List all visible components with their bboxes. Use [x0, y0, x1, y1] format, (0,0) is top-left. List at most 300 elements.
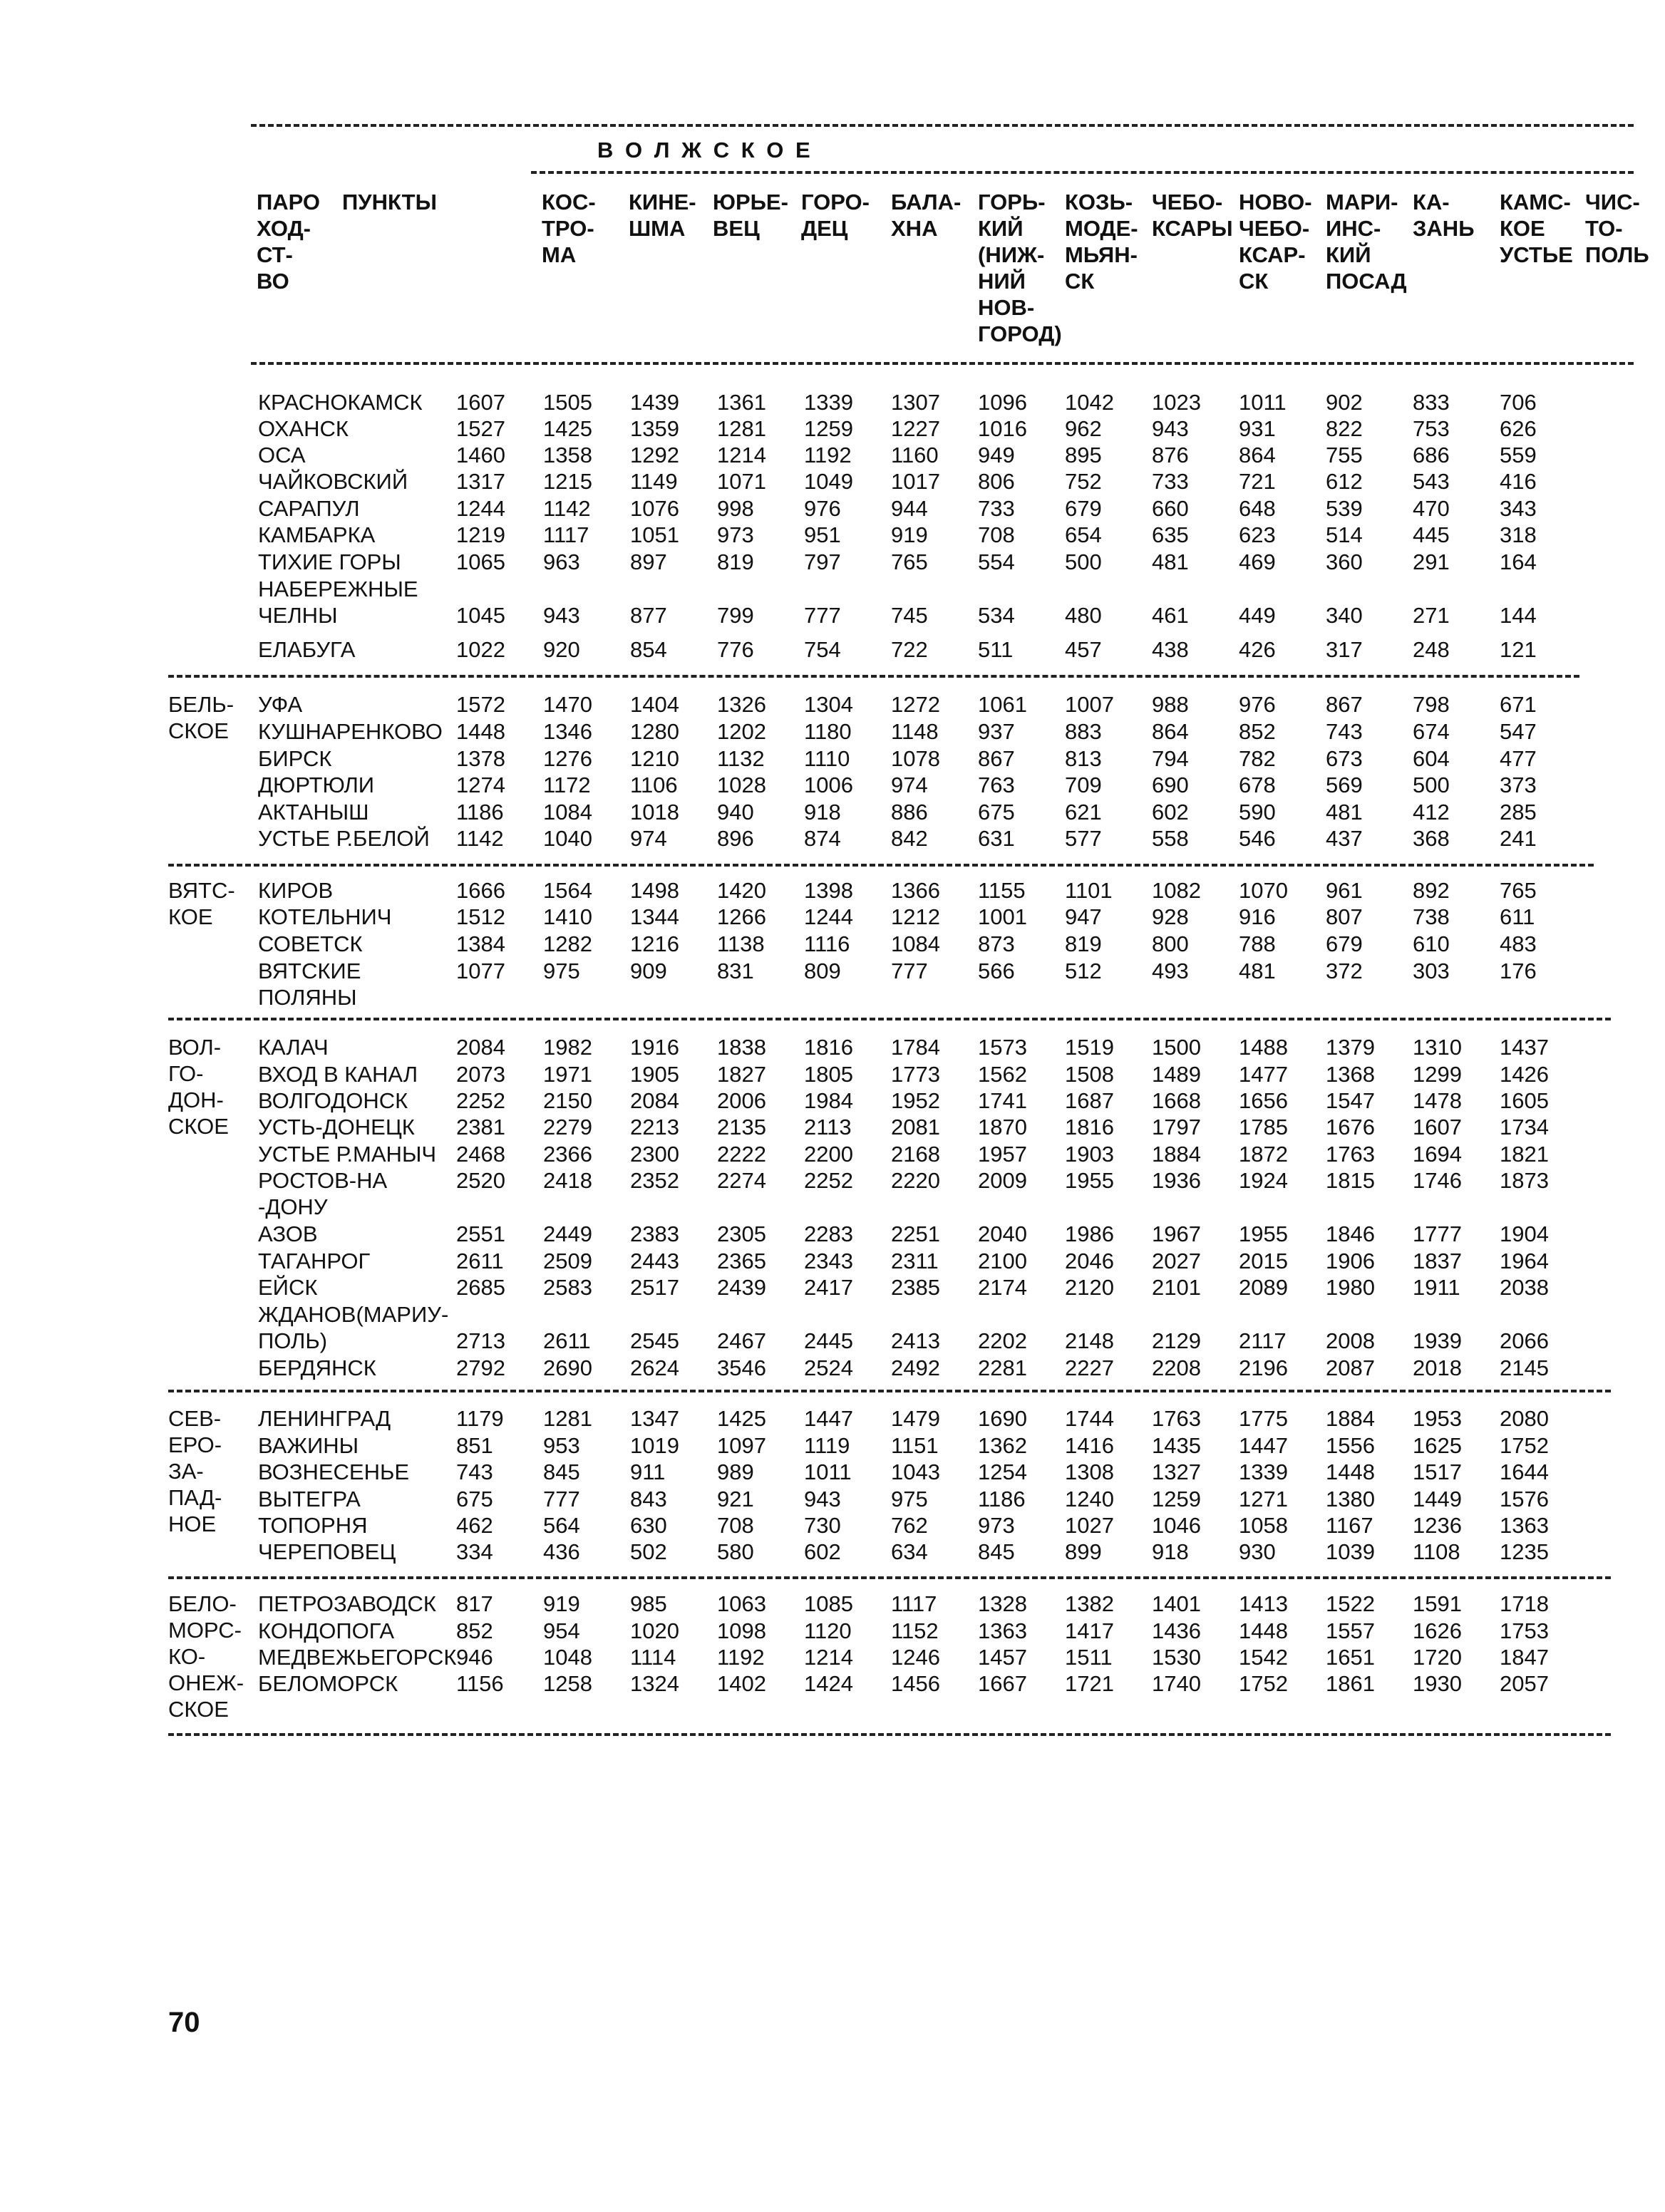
distance-cell: 1460 — [456, 443, 505, 467]
distance-cell: 176 — [1500, 958, 1537, 983]
distance-cell: 1160 — [891, 443, 939, 467]
column-header: ЧЕБО- КСАРЫ — [1152, 190, 1233, 241]
point-name: ПОЛЬ) — [258, 1328, 328, 1353]
distance-cell: 412 — [1413, 800, 1450, 825]
distance-cell: 1016 — [978, 416, 1027, 441]
distance-cell: 797 — [804, 549, 841, 574]
distance-cell: 1488 — [1239, 1035, 1288, 1060]
parokhodstvo-label: БЕЛЬ- СКОЕ — [168, 692, 234, 743]
distance-cell: 1077 — [456, 958, 505, 983]
distance-cell: 1108 — [1413, 1539, 1460, 1564]
distance-cell: 2202 — [978, 1328, 1027, 1353]
distance-cell: 626 — [1500, 416, 1537, 441]
column-header: КОС- ТРО- МА — [542, 190, 596, 267]
distance-cell: 1007 — [1065, 692, 1114, 717]
distance-cell: 604 — [1413, 746, 1450, 771]
distance-cell: 1246 — [891, 1645, 940, 1670]
distance-cell: 1530 — [1152, 1645, 1201, 1670]
distance-cell: 2311 — [891, 1249, 939, 1273]
distance-cell: 2080 — [1500, 1406, 1549, 1431]
distance-cell: 1785 — [1239, 1115, 1288, 1139]
distance-cell: 1437 — [1500, 1035, 1549, 1060]
distance-cell: 763 — [978, 772, 1015, 797]
distance-cell: 1149 — [630, 469, 678, 494]
distance-cell: 1426 — [1500, 1062, 1549, 1087]
distance-cell: 1873 — [1500, 1168, 1549, 1193]
distance-cell: 1117 — [891, 1591, 937, 1616]
distance-cell: 1562 — [978, 1062, 1027, 1087]
distance-cell: 851 — [456, 1433, 493, 1458]
distance-cell: 648 — [1239, 496, 1276, 521]
distance-cell: 2468 — [456, 1142, 505, 1167]
distance-cell: 951 — [804, 522, 841, 547]
distance-cell: 660 — [1152, 496, 1189, 521]
distance-cell: 1384 — [456, 931, 505, 956]
distance-cell: 1378 — [456, 746, 505, 771]
distance-cell: 1953 — [1413, 1406, 1462, 1431]
distance-cell: 2018 — [1413, 1355, 1462, 1380]
distance-cell: 2008 — [1326, 1328, 1375, 1353]
column-header: ГОРО- ДЕЦ — [801, 190, 870, 241]
distance-cell: 1517 — [1413, 1459, 1462, 1484]
distance-cell: 1906 — [1326, 1249, 1375, 1273]
distance-cell: 1380 — [1326, 1487, 1375, 1511]
distance-cell: 733 — [1152, 469, 1189, 494]
distance-cell: 674 — [1413, 719, 1450, 744]
distance-cell: 547 — [1500, 719, 1537, 744]
distance-cell: 1266 — [717, 904, 766, 929]
distance-cell: 512 — [1065, 958, 1102, 983]
distance-cell: 963 — [543, 549, 580, 574]
distance-cell: 954 — [543, 1618, 580, 1643]
distance-cell: 1227 — [891, 416, 940, 441]
distance-cell: 271 — [1413, 603, 1450, 628]
distance-cell: 416 — [1500, 469, 1537, 494]
distance-cell: 1721 — [1065, 1671, 1114, 1696]
distance-cell: 368 — [1413, 826, 1450, 851]
distance-cell: 1281 — [717, 416, 766, 441]
distance-cell: 902 — [1326, 390, 1363, 415]
distance-cell: 852 — [456, 1618, 493, 1643]
distance-cell: 794 — [1152, 746, 1189, 771]
distance-cell: 1435 — [1152, 1433, 1201, 1458]
distance-cell: 985 — [630, 1591, 667, 1616]
distance-cell: 947 — [1065, 904, 1102, 929]
distance-cell: 1527 — [456, 416, 505, 441]
distance-cell: 1805 — [804, 1062, 853, 1087]
distance-cell: 1447 — [1239, 1433, 1288, 1458]
point-name: ТОПОРНЯ — [258, 1513, 368, 1538]
distance-cell: 1564 — [543, 878, 592, 903]
distance-cell: 2279 — [543, 1115, 592, 1139]
distance-cell: 623 — [1239, 522, 1276, 547]
distance-cell: 2145 — [1500, 1355, 1549, 1380]
distance-cell: 144 — [1500, 603, 1537, 628]
distance-cell: 2624 — [630, 1355, 679, 1380]
distance-cell: 1020 — [630, 1618, 679, 1643]
distance-cell: 867 — [978, 746, 1015, 771]
section-title: В О Л Ж С К О Е — [597, 138, 813, 162]
distance-cell: 502 — [630, 1539, 667, 1564]
distance-cell: 974 — [891, 772, 928, 797]
distance-cell: 709 — [1065, 772, 1102, 797]
distance-cell: 1797 — [1152, 1115, 1201, 1139]
distance-cell: 1955 — [1239, 1221, 1288, 1246]
point-name: НАБЕРЕЖНЫЕ — [258, 577, 418, 601]
distance-cell: 438 — [1152, 637, 1189, 662]
distance-cell: 1816 — [804, 1035, 853, 1060]
distance-cell: 1505 — [543, 390, 592, 415]
distance-cell: 1448 — [1239, 1618, 1288, 1643]
distance-cell: 920 — [543, 637, 580, 662]
distance-cell: 1741 — [978, 1088, 1027, 1113]
distance-cell: 1478 — [1413, 1088, 1462, 1113]
distance-cell: 1417 — [1065, 1618, 1114, 1643]
distance-cell: 944 — [891, 496, 928, 521]
distance-cell: 1666 — [456, 878, 505, 903]
distance-cell: 675 — [456, 1487, 493, 1511]
distance-cell: 1547 — [1326, 1088, 1375, 1113]
group-separator-rule — [168, 864, 1594, 867]
distance-cell: 2220 — [891, 1168, 940, 1193]
distance-cell: 2520 — [456, 1168, 505, 1193]
distance-cell: 1308 — [1065, 1459, 1114, 1484]
distance-cell: 807 — [1326, 904, 1363, 929]
distance-cell: 1740 — [1152, 1671, 1201, 1696]
distance-cell: 1884 — [1152, 1142, 1201, 1167]
distance-cell: 1096 — [978, 390, 1027, 415]
distance-cell: 2057 — [1500, 1671, 1549, 1696]
distance-cell: 481 — [1239, 958, 1276, 983]
distance-cell: 1215 — [543, 469, 592, 494]
distance-cell: 1028 — [717, 772, 766, 797]
distance-cell: 2117 — [1239, 1328, 1287, 1353]
distance-cell: 918 — [804, 800, 841, 825]
distance-cell: 2006 — [717, 1088, 766, 1113]
distance-cell: 654 — [1065, 522, 1102, 547]
distance-cell: 1479 — [891, 1406, 940, 1431]
distance-cell: 248 — [1413, 637, 1450, 662]
distance-cell: 845 — [978, 1539, 1015, 1564]
distance-cell: 317 — [1326, 637, 1363, 662]
distance-cell: 782 — [1239, 746, 1276, 771]
point-name: ВОЛГОДОНСК — [258, 1088, 408, 1113]
distance-cell: 845 — [543, 1459, 580, 1484]
distance-cell: 2551 — [456, 1221, 505, 1246]
distance-cell: 976 — [804, 496, 841, 521]
distance-cell: 2713 — [456, 1328, 505, 1353]
distance-cell: 1404 — [630, 692, 679, 717]
distance-cell: 1084 — [543, 800, 592, 825]
point-name: СОВЕТСК — [258, 931, 363, 956]
distance-cell: 2385 — [891, 1275, 940, 1300]
distance-cell: 1763 — [1152, 1406, 1201, 1431]
distance-cell: 1425 — [717, 1406, 766, 1431]
distance-cell: 1366 — [891, 878, 940, 903]
distance-cell: 1413 — [1239, 1591, 1288, 1616]
point-name: ЕЛАБУГА — [258, 637, 356, 662]
distance-cell: 2685 — [456, 1275, 505, 1300]
distance-cell: 2449 — [543, 1221, 592, 1246]
distance-cell: 1477 — [1239, 1062, 1288, 1087]
point-name: КРАСНОКАМСК — [258, 390, 423, 415]
distance-cell: 569 — [1326, 772, 1363, 797]
distance-cell: 481 — [1152, 549, 1189, 574]
distance-cell: 1777 — [1413, 1221, 1462, 1246]
distance-cell: 1734 — [1500, 1115, 1549, 1139]
distance-cell: 2009 — [978, 1168, 1027, 1193]
distance-cell: 449 — [1239, 603, 1276, 628]
distance-cell: 493 — [1152, 958, 1189, 983]
distance-cell: 2148 — [1065, 1328, 1114, 1353]
column-header: КИНЕ- ШМА — [629, 190, 696, 241]
distance-cell: 340 — [1326, 603, 1363, 628]
distance-cell: 1694 — [1413, 1142, 1462, 1167]
distance-cell: 800 — [1152, 931, 1189, 956]
distance-cell: 1982 — [543, 1035, 592, 1060]
distance-cell: 976 — [1239, 692, 1276, 717]
distance-cell: 777 — [804, 603, 841, 628]
distance-cell: 1119 — [804, 1433, 850, 1458]
point-name: КАЛАЧ — [258, 1035, 329, 1060]
distance-cell: 706 — [1500, 390, 1537, 415]
distance-cell: 1214 — [804, 1645, 853, 1670]
distance-cell: 1346 — [543, 719, 592, 744]
distance-cell: 2690 — [543, 1355, 592, 1380]
distance-cell: 580 — [717, 1539, 754, 1564]
distance-cell: 842 — [891, 826, 928, 851]
distance-cell: 931 — [1239, 416, 1276, 441]
distance-cell: 1098 — [717, 1618, 766, 1643]
distance-cell: 752 — [1065, 469, 1102, 494]
distance-cell: 1425 — [543, 416, 592, 441]
distance-cell: 1556 — [1326, 1433, 1375, 1458]
point-name: ЧАЙКОВСКИЙ — [258, 469, 408, 494]
distance-cell: 708 — [978, 522, 1015, 547]
distance-cell: 1001 — [978, 904, 1027, 929]
point-name: КУШНАРЕНКОВО — [258, 719, 443, 744]
column-header: КОЗЬ- МОДЕ- МЬЯН- СК — [1065, 190, 1138, 294]
distance-cell: 2281 — [978, 1355, 1027, 1380]
distance-cell: 2089 — [1239, 1275, 1288, 1300]
distance-cell: 1511 — [1065, 1645, 1113, 1670]
distance-cell: 1324 — [630, 1671, 679, 1696]
distance-cell: 777 — [891, 958, 928, 983]
distance-cell: 1424 — [804, 1671, 853, 1696]
distance-cell: 470 — [1413, 496, 1450, 521]
point-name: ПОЛЯНЫ — [258, 985, 357, 1010]
distance-cell: 2196 — [1239, 1355, 1288, 1380]
distance-cell: 373 — [1500, 772, 1537, 797]
distance-cell: 1449 — [1413, 1487, 1462, 1511]
distance-cell: 1846 — [1326, 1221, 1375, 1246]
distance-cell: 1045 — [456, 603, 505, 628]
distance-cell: 1763 — [1326, 1142, 1375, 1167]
distance-cell: 1011 — [804, 1459, 852, 1484]
point-name: УСТЬЕ Р.МАНЫЧ — [258, 1142, 437, 1167]
distance-cell: 1116 — [804, 931, 850, 956]
point-name: КИРОВ — [258, 878, 334, 903]
distance-cell: 2439 — [717, 1275, 766, 1300]
distance-cell: 873 — [978, 931, 1015, 956]
distance-cell: 943 — [804, 1487, 841, 1511]
parokhodstvo-label: БЕЛО- МОРС- КО- ОНЕЖ- СКОЕ — [168, 1591, 244, 1722]
distance-cell: 1186 — [456, 800, 504, 825]
distance-cell: 1244 — [456, 496, 505, 521]
distance-cell: 765 — [1500, 878, 1537, 903]
column-header: ЮРЬЕ- ВЕЦ — [713, 190, 788, 241]
distance-cell: 1821 — [1500, 1142, 1549, 1167]
distance-cell: 2383 — [630, 1221, 679, 1246]
distance-cell: 1106 — [630, 772, 678, 797]
distance-cell: 1363 — [978, 1618, 1027, 1643]
distance-cell: 1626 — [1413, 1618, 1462, 1643]
distance-cell: 543 — [1413, 469, 1450, 494]
point-name: ЕЙСК — [258, 1275, 318, 1300]
distance-cell: 1148 — [891, 719, 939, 744]
distance-cell: 743 — [1326, 719, 1363, 744]
distance-cell: 2492 — [891, 1355, 940, 1380]
column-header: НОВО- ЧЕБО- КСАР- СК — [1239, 190, 1312, 294]
distance-cell: 822 — [1326, 416, 1363, 441]
distance-cell: 1557 — [1326, 1618, 1375, 1643]
distance-cell: 883 — [1065, 719, 1102, 744]
distance-cell: 1114 — [630, 1645, 676, 1670]
distance-cell: 1815 — [1326, 1168, 1375, 1193]
distance-cell: 1006 — [804, 772, 853, 797]
distance-cell: 2251 — [891, 1221, 940, 1246]
distance-cell: 1192 — [804, 443, 852, 467]
point-name: ЧЕЛНЫ — [258, 603, 338, 628]
distance-cell: 2120 — [1065, 1275, 1114, 1300]
column-header: ЧИС- ТО- ПОЛЬ — [1585, 190, 1649, 267]
point-name: ОХАНСК — [258, 416, 349, 441]
distance-cell: 480 — [1065, 603, 1102, 628]
distance-cell: 1202 — [717, 719, 766, 744]
distance-cell: 918 — [1152, 1539, 1189, 1564]
distance-cell: 817 — [456, 1591, 493, 1616]
distance-cell: 2443 — [630, 1249, 679, 1273]
distance-cell: 610 — [1413, 931, 1450, 956]
distance-cell: 1573 — [978, 1035, 1027, 1060]
distance-cell: 500 — [1413, 772, 1450, 797]
distance-cell: 1656 — [1239, 1088, 1288, 1113]
distance-cell: 511 — [978, 637, 1014, 662]
distance-cell: 892 — [1413, 878, 1450, 903]
distance-cell: 1690 — [978, 1406, 1027, 1431]
distance-cell: 897 — [630, 549, 667, 574]
distance-cell: 1752 — [1500, 1433, 1549, 1458]
distance-cell: 461 — [1152, 603, 1189, 628]
distance-cell: 1281 — [543, 1406, 592, 1431]
point-name: УФА — [258, 692, 303, 717]
distance-cell: 809 — [804, 958, 841, 983]
group-separator-rule — [168, 1018, 1611, 1020]
point-name: ЛЕНИНГРАД — [258, 1406, 391, 1431]
point-name: САРАПУЛ — [258, 496, 360, 521]
distance-cell: 1363 — [1500, 1513, 1549, 1538]
distance-cell: 1132 — [717, 746, 765, 771]
point-name: МЕДВЕЖЬЕГОРСК — [258, 1645, 457, 1670]
distance-cell: 1870 — [978, 1115, 1027, 1139]
distance-cell: 2611 — [456, 1249, 504, 1273]
column-header: БАЛА- ХНА — [891, 190, 962, 241]
distance-cell: 558 — [1152, 826, 1189, 851]
distance-cell: 1076 — [630, 496, 679, 521]
distance-cell: 634 — [891, 1539, 928, 1564]
distance-cell: 1773 — [891, 1062, 940, 1087]
distance-cell: 1048 — [543, 1645, 592, 1670]
distance-cell: 1120 — [804, 1618, 852, 1643]
distance-cell: 554 — [978, 549, 1015, 574]
distance-cell: 1361 — [717, 390, 766, 415]
distance-cell: 896 — [717, 826, 754, 851]
point-name: КАМБАРКА — [258, 522, 376, 547]
distance-cell: 1179 — [456, 1406, 504, 1431]
distance-cell: 1117 — [543, 522, 589, 547]
distance-cell: 686 — [1413, 443, 1450, 467]
distance-cell: 1470 — [543, 692, 592, 717]
distance-cell: 919 — [543, 1591, 580, 1616]
distance-cell: 874 — [804, 826, 841, 851]
distance-cell: 973 — [978, 1513, 1015, 1538]
distance-cell: 1746 — [1413, 1168, 1462, 1193]
distance-cell: 854 — [630, 637, 667, 662]
parokhodstvo-label: ВЯТС- КОЕ — [168, 878, 235, 929]
distance-cell: 1500 — [1152, 1035, 1201, 1060]
distance-cell: 564 — [543, 1513, 580, 1538]
point-name: УСТЬЕ Р.БЕЛОЙ — [258, 826, 430, 851]
distance-cell: 2352 — [630, 1168, 679, 1193]
distance-cell: 1667 — [978, 1671, 1027, 1696]
distance-cell: 2343 — [804, 1249, 853, 1273]
distance-cell: 1448 — [1326, 1459, 1375, 1484]
distance-cell: 975 — [891, 1487, 928, 1511]
point-name: УСТЬ-ДОНЕЦК — [258, 1115, 415, 1139]
distance-cell: 1259 — [1152, 1487, 1201, 1511]
point-name: ОСА — [258, 443, 306, 467]
distance-cell: 762 — [891, 1513, 928, 1538]
distance-cell: 1084 — [891, 931, 940, 956]
distance-cell: 1027 — [1065, 1513, 1114, 1538]
distance-cell: 2168 — [891, 1142, 940, 1167]
distance-cell: 1327 — [1152, 1459, 1201, 1484]
column-header: КАМС- КОЕ УСТЬЕ — [1500, 190, 1573, 267]
distance-cell: 1957 — [978, 1142, 1027, 1167]
distance-cell: 1155 — [978, 878, 1026, 903]
distance-cell: 2583 — [543, 1275, 592, 1300]
distance-cell: 1903 — [1065, 1142, 1114, 1167]
distance-cell: 1651 — [1326, 1645, 1375, 1670]
distance-cell: 1065 — [456, 549, 505, 574]
distance-cell: 2467 — [717, 1328, 766, 1353]
distance-cell: 745 — [891, 603, 928, 628]
distance-cell: 1138 — [717, 931, 765, 956]
distance-cell: 2113 — [804, 1115, 852, 1139]
distance-cell: 765 — [891, 549, 928, 574]
distance-cell: 962 — [1065, 416, 1102, 441]
distance-cell: 577 — [1065, 826, 1102, 851]
distance-cell: 1448 — [456, 719, 505, 744]
distance-cell: 2129 — [1152, 1328, 1201, 1353]
distance-cell: 911 — [630, 1459, 666, 1484]
distance-cell: 1192 — [717, 1645, 765, 1670]
distance-cell: 291 — [1413, 549, 1450, 574]
distance-cell: 602 — [1152, 800, 1189, 825]
distance-cell: 426 — [1239, 637, 1276, 662]
distance-cell: 1235 — [1500, 1539, 1549, 1564]
distance-cell: 1861 — [1326, 1671, 1375, 1696]
